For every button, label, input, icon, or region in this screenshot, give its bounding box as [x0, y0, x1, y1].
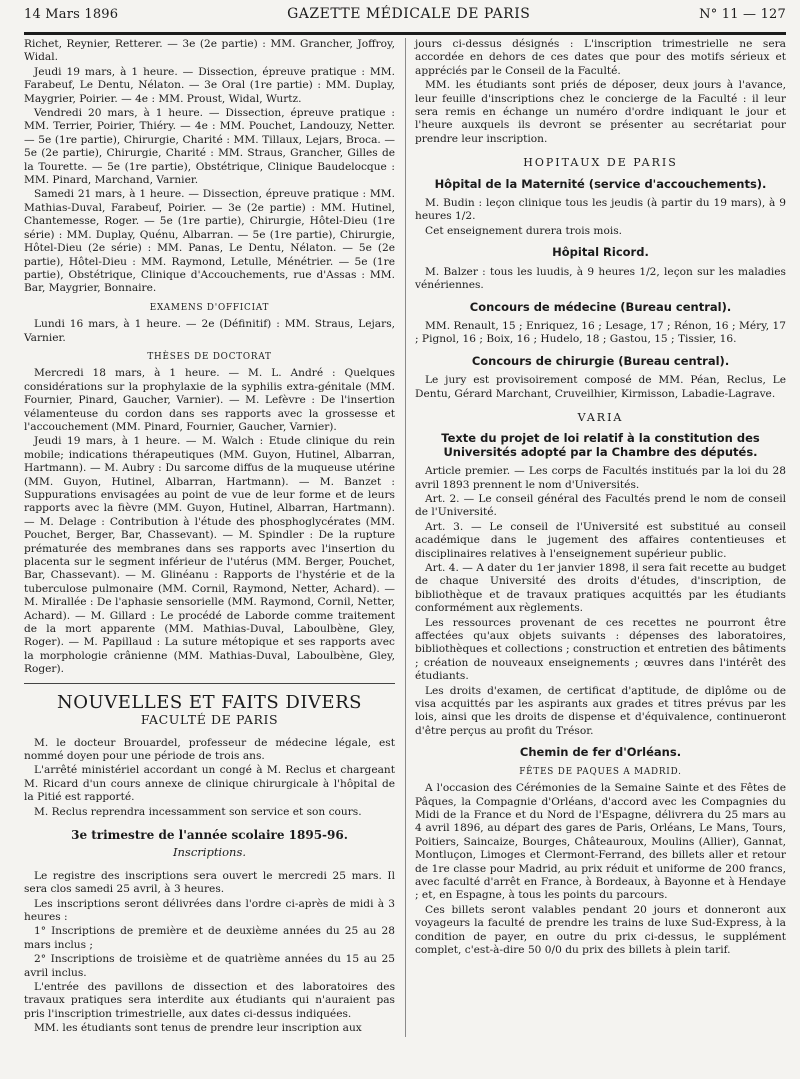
exam-paragraph: Jeudi 19 mars, à 1 heure. — Dissection, épreuve pratique : MM. Farabeuf, Le Dentu, Nélaton. — 3e Oral (1re partie) : MM. Duplay, Maygrier, Poirier. — 4e : MM. Proust, Widal, Wurtz. — [24, 65, 395, 105]
faculte-paragraph: M. Reclus reprendra incessamment son service et son cours. — [34, 805, 362, 818]
issue-page-number: N° 11 — 127 — [699, 7, 786, 22]
faculte-heading: FACULTÉ DE PARIS — [140, 712, 279, 728]
inscriptions-paragraph: MM. les étudiants sont tenus de prendre leur inscription aux — [34, 1022, 362, 1035]
concours-chirurgie-heading: Concours de chirurgie (Bureau central). — [471, 353, 730, 368]
header-date: 14 Mars 1896 — [24, 7, 119, 22]
article-paragraph: Art. 3. — Le conseil de l'Université est substitué au conseil académique dans le jugement des affaires contentieuses et disciplinaires relatives à l'enseignement supérieur public. — [415, 520, 786, 560]
article-paragraph: Art. 4. — A dater du 1er janvier 1898, il sera fait recette au budget de chaque Université des droits d'études, d'inscription, de bibliothèque et de travaux pratiques acquittés par les étudiants conformément aux règlements. — [415, 562, 786, 615]
nouvelles-heading: NOUVELLES ET FAITS DIVERS — [57, 691, 362, 713]
exam-paragraph: Samedi 21 mars, à 1 heure. — Dissection, épreuve pratique : MM. Mathias-Duval, Farabeuf, Poirier. — 3e (2e partie) : MM. Hutinel, Chantemesse, Roger. — 5e (1re partie), Chirurgie, Hôtel-Dieu (1re série) : MM. Duplay, Quénu, Albarran. — 5e (1re partie), Chirurgie, Hôtel-Dieu (2e série) : MM. Panas, Le Dentu, Nélaton. — 5e (2e partie), Hôtel-Dieu : MM. Raymond, Letulle, Ménétrier. — 5e (1re partie), Obstétrique, Clinique d'Accouchements, rue d'Assas : MM. Bar, Maygrier, Bonnaire. — [24, 188, 395, 295]
concours-medecine-paragraph: MM. Renault, 15 ; Enriquez, 16 ; Lesage, 17 ; Rénon, 16 ; Méry, 17 ; Pignol, 16 ; Boix, 16 ; Hudelo, 18 ; Gastou, 15 ; Tissier, 16. — [415, 319, 786, 346]
orleans-heading: Chemin de fer d'Orléans. — [519, 745, 682, 760]
left-column — [24, 38, 395, 1037]
officiat-paragraph: Lundi 16 mars, à 1 heure. — 2e (Définitif) : MM. Straus, Lejars, Varnier. — [24, 318, 395, 344]
faculte-paragraph: L'arrêté ministériel accordant un congé à M. Reclus et chargeant M. Ricard d'un cours annexe de clinique chirurgicale à l'hôpital de la Pitié est rapporté. — [24, 764, 395, 804]
ricord-heading: Hôpital Ricord. — [552, 245, 649, 260]
theses-paragraph: Jeudi 19 mars, à 1 heure. — M. Walch : Etude clinique du rein mobile; indications thérapeutiques (MM. Guyon, Hutinel, Albarran, Hartmann). — M. Aubry : Du sarcome diffus de la muqueuse utérine (MM. Guyon, Hutinel, Albarran, Hartmann). — M. Banzet : Suppurations envisagées au point de vue de leur forme et de leurs rapports avec la fièvre (MM. Guyon, Hutinel, Albarran, Hartmann). — M. Delage : Contribution à l'étude des phosphoglycérates (MM. Pouchet, Berger, Bar, Chassevant). — M. Spindler : De la rupture prématurée des membranes dans ses rapports avec l'insertion du placenta sur le segment inférieur de l'utérus (MM. Berger, Pouchet, Bar, Chassevant). — M. Glinéanu : Rapports de l'hystérie et de la tuberculose pulmonaire (MM. Cornil, Raymond, Netter, Achard). — M. Mirallée : De l'aphasie sensorielle (MM. Raymond, Cornil, Netter, Achard). — M. Gillard : Le procédé de Laborde comme traitement de la mort apparente (MM. Mathias-Duval, Laboulbène, Gley, Roger). — M. Papillaud : La suture métopique et ses rapports avec la morphologie crânienne (MM. Mathias-Duval, Laboulbène, Gley, Roger). — [24, 435, 395, 676]
orleans-paragraph: A l'occasion des Cérémonies de la Semaine Sainte et des Fêtes de Pâques, la Compagnie d'Orléans, d'accord avec les Compagnies du Midi de la France et du Nord de l'Espagne, délivrera du 25 mars au 4 avril 1896, au départ des gares de Paris, Orléans, Le Mans, Tours, Poitiers, Saincaize, Bourges, Châteauroux, Moulins (Allier), Gannat, Montluçon, Limoges et Clermont-Ferrand, des billets aller et retour de 1re classe pour Madrid, au prix réduit et uniforme de 200 francs, avec faculté d'arrêt en France, à Bordeaux, à Bayonne et à Hendaye ; et, en Espagne, à tous les points du parcours. — [415, 782, 786, 902]
inscriptions-paragraph: L'entrée des pavillons de dissection et des laboratoires des travaux pratiques sera interdite aux étudiants qui n'auraient pas pris l'inscription trimestrielle, aux dates ci-dessus indiquées. — [24, 981, 395, 1020]
article-paragraph: Les ressources provenant de ces recettes ne pourront être affectées qu'aux objets suivants : dépenses des laboratoires, bibliothèques et collections ; construction et entretien des bâtiments ; création de nouveaux enseignements ; œuvres dans l'intérêt des étudiants. — [415, 616, 786, 683]
article-paragraph: Les droits d'examen, de certificat d'aptitude, de diplôme ou de visa acquittés par les aspirants aux grades et titres prévus par les lois, ainsi que les droits de dispense et d'équivalence, continueront d'être perçus au profit du Trésor. — [415, 684, 786, 737]
page-header — [24, 6, 786, 32]
varia-heading: VARIA — [577, 410, 624, 424]
inscriptions-paragraph: 1° Inscriptions de première et de deuxième années du 25 au 28 mars inclus ; — [24, 925, 395, 951]
concours-chirurgie-paragraph: Le jury est provisoirement composé de MM. Péan, Reclus, Le Dentu, Gérard Marchant, Cruveilhier, Kirmisson, Labadie-Lagrave. — [415, 374, 786, 400]
exam-paragraph: Vendredi 20 mars, à 1 heure. — Dissection, épreuve pratique : MM. Terrier, Poirier, Thiéry. — 4e : MM. Pouchet, Landouzy, Netter. — 5e (1re partie), Chirurgie, Charité : MM. Tillaux, Lejars, Broca. — 5e (2e partie), Chirurgie, Charité : MM. Straus, Grancher, Gilles de la Tourette. — 5e (1re partie), Obstétrique, Clinique Baudelocque : MM. Pinard, Marchand, Varnier. — [24, 107, 395, 187]
maternite-paragraph: Cet enseignement durera trois mois. — [425, 224, 623, 237]
inscriptions-paragraph: Le registre des inscriptions sera ouvert le mercredi 25 mars. Il sera clos samedi 25 avril, à 3 heures. — [24, 869, 395, 896]
header-rule — [24, 32, 786, 35]
columns — [24, 38, 786, 1037]
inscriptions-heading: Inscriptions. — [172, 845, 246, 860]
concours-medecine-heading: Concours de médecine (Bureau central). — [469, 299, 732, 314]
journal-title: GAZETTE MÉDICALE DE PARIS — [287, 6, 531, 22]
fetes-heading: FÊTES DE PAQUES A MADRID. — [519, 766, 682, 777]
inscriptions-paragraph: MM. les étudiants sont priés de déposer, deux jours à l'avance, leur feuille d'inscriptions chez le concierge de la Faculté : il leur sera remis en échange un numéro d'ordre indiquant le jour et l'heure auxquels ils devront se présenter au secrétariat pour prendre leur inscription. — [415, 79, 786, 145]
maternite-paragraph: M. Budin : leçon clinique tous les jeudis (à partir du 19 mars), à 9 heures 1/2. — [415, 197, 786, 223]
inscriptions-paragraph: jours ci-dessus désignés : L'inscription trimestrielle ne sera accordée en dehors de ces dates que pour des motifs sérieux et appréciés par le Conseil de la Faculté. — [415, 38, 786, 77]
hopitaux-heading: HOPITAUX DE PARIS — [523, 156, 678, 170]
inscriptions-paragraph: Les inscriptions seront délivrées dans l'ordre ci-après de midi à 3 heures : — [24, 897, 395, 923]
inscriptions-paragraph: 2° Inscriptions de troisième et de quatrième années du 15 au 25 avril inclus. — [24, 953, 395, 979]
orleans-paragraph: Ces billets seront valables pendant 20 jours et donneront aux voyageurs la faculté de prendre les trains de luxe Sud-Express, à la condition de payer, en outre du prix ci-dessus, le supplément complet, c'est-à-dire 50 0/0 du prix des billets à plein tarif. — [415, 903, 786, 956]
theses-paragraph: Mercredi 18 mars, à 1 heure. — M. L. André : Quelques considérations sur la prophylaxie de la syphilis extra-génitale (MM. Fournier, Pinard, Gaucher, Varnier). — M. Lefèvre : De l'insertion vélamenteuse du cordon dans ses rapports avec la grossesse et l'accouchement (MM. Pinard, Fournier, Gaucher, Varnier). — [24, 367, 395, 433]
article-paragraph: Article premier. — Les corps de Facultés institués par la loi du 28 avril 1893 prennent le nom d'Universités. — [415, 465, 786, 491]
faculte-paragraph: M. le docteur Brouardel, professeur de médecine légale, est nommé doyen pour une période de trois ans. — [24, 736, 395, 762]
theses-heading: THÈSES DE DOCTORAT — [147, 351, 272, 362]
ricord-paragraph: M. Balzer : tous les luudis, à 9 heures 1/2, leçon sur les maladies vénériennes. — [415, 265, 786, 292]
exam-paragraph: Richet, Reynier, Retterer. — 3e (2e partie) : MM. Grancher, Joffroy, Widal. — [24, 38, 395, 64]
projet-loi-heading: Texte du projet de loi relatif à la constitution des Universités adopté par la Chambre des députés. — [441, 431, 760, 459]
section-divider — [24, 683, 395, 684]
officiat-heading: EXAMENS D'OFFICIAT — [149, 302, 270, 313]
maternite-heading: Hôpital de la Maternité (service d'accouchements). — [434, 176, 767, 191]
right-column — [405, 38, 786, 1037]
trimestre-heading: 3e trimestre de l'année scolaire 1895-96. — [71, 827, 348, 842]
article-paragraph: Art. 2. — Le conseil général des Facultés prend le nom de conseil de l'Université. — [415, 492, 786, 519]
